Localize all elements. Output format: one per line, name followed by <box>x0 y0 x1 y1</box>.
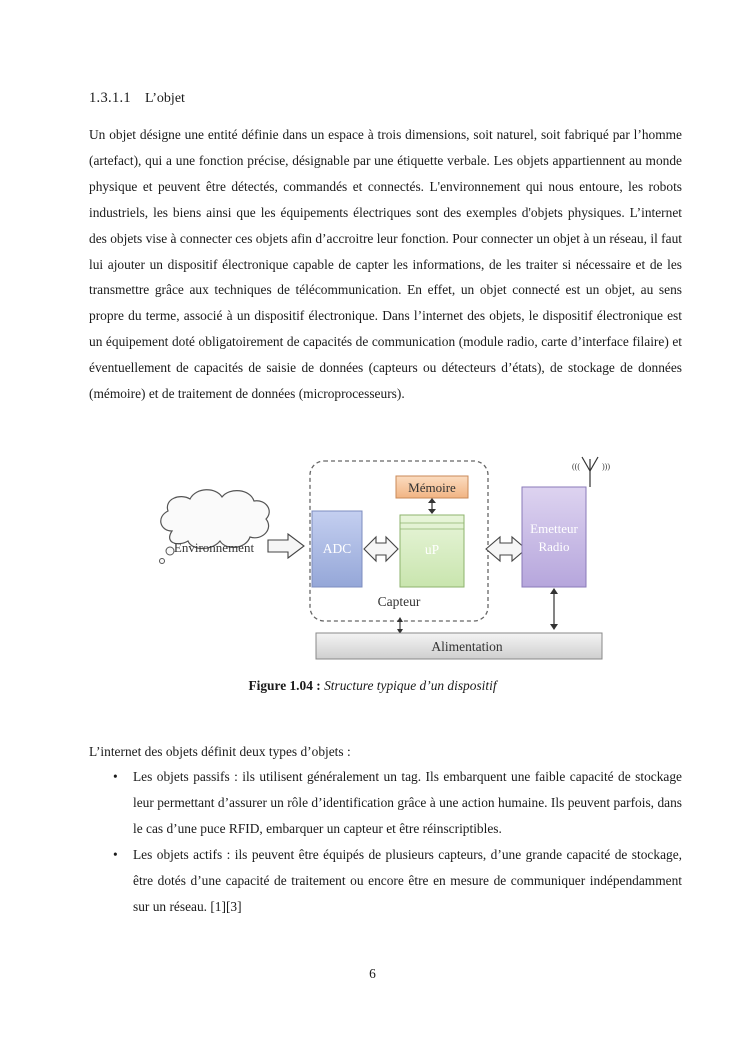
svg-text:))): ))) <box>602 462 610 471</box>
caption-label: Figure 1.04 : <box>248 678 321 693</box>
section-title: L’objet <box>145 91 185 106</box>
capteur-label: Capteur <box>377 594 421 609</box>
arrow-adc-up <box>364 537 398 561</box>
paragraph-intro: Un objet désigne une entité définie dans un espace à trois dimensions, soit naturel, soit fabriqué par l’homme (artefact), qui a une fonction précise, désignable par une étiquette verbale. Les objets appartiennent au monde physique et peuvent être détectés, commandés et connectés. L'environnement qui nous entoure, les robots industriels, les biens ainsi que les équipements électriques sont des exemples d'objets physiques. L’internet des objets vise à connecter ces objets afin d’accroitre leur fonction. Pour connecter un objet à un réseau, il faut lui ajouter un dispositif électronique capable de capter les informations, de les traiter si nécessaire et de les transmettre grâce aux techniques de télécommunication. En effet, un objet connecté est un objet, au sens propre du terme, associé à un dispositif électronique. Dans l’internet des objets, le dispositif électronique est un équipement doté obligatoirement de capacités de communication (module radio, carte d’interface filaire) et éventuellement de capacités de saisie de données (capteurs ou détecteurs d’états), de stockage de données (mémoire) et de traitement de données (microprocesseurs). <box>89 127 682 402</box>
antenna-icon <box>572 457 610 487</box>
arrow-up-emetteur <box>486 537 526 561</box>
device-structure-diagram <box>150 453 610 668</box>
arrow-env-adc <box>268 534 304 558</box>
alimentation-label: Alimentation <box>431 639 503 654</box>
caption-text: Structure typique d’un dispositif <box>324 678 497 693</box>
emetteur-radio-block <box>522 487 586 587</box>
list-item: • Les objets actifs : ils peuvent être équipés de plusieurs capteurs, d’une grande capacité de stockage, être dotés d’une capacité de traitement ou encore être en mesure de communiquer indépendamment sur un réseau. [1][3] <box>89 842 682 920</box>
paragraph-types: L’internet des objets définit deux types d’objets : <box>89 744 351 759</box>
bullet-icon: • <box>113 846 118 862</box>
object-types-list <box>89 764 682 919</box>
list-item: • Les objets passifs : ils utilisent généralement un tag. Ils embarquent une faible capacité de stockage leur permettant d’assurer un rôle d’identification grâce à une action humaine. Ils peuvent parfois, dans le cas d’une puce RFID, embarquer un capteur et être réinscriptibles. <box>89 764 682 842</box>
emetteur-label-1: Emetteur <box>530 521 578 536</box>
emetteur-label-2: Radio <box>538 539 570 554</box>
environnement-label: Environnement <box>173 540 255 555</box>
up-label: uP <box>424 542 440 557</box>
bullet-icon: • <box>113 769 118 784</box>
memoire-label: Mémoire <box>408 480 456 495</box>
page-number: 6 <box>369 966 376 981</box>
environnement-cloud <box>160 490 270 564</box>
figure-caption <box>0 678 745 694</box>
section-number: 1.3.1.1 <box>89 90 131 106</box>
svg-text:(((: ((( <box>572 462 580 471</box>
section-heading <box>89 90 185 107</box>
adc-label: ADC <box>322 541 352 556</box>
